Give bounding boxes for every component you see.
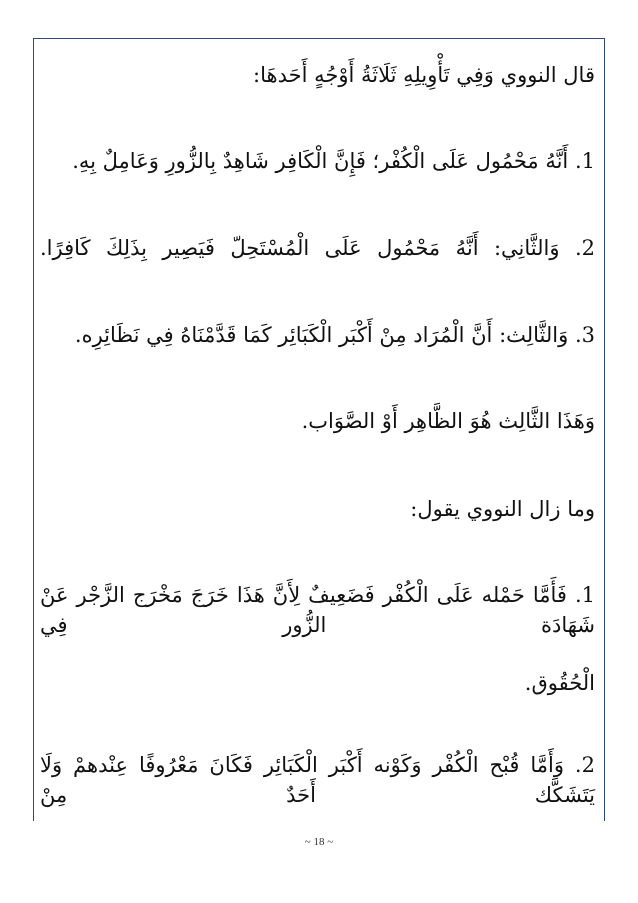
page-number: ~ 18 ~ (304, 836, 334, 848)
argument-2: 2. وَأَمَّا قُبْح الْكُفْر وَكَوْنه أَكْبَر الْكَبَائِر فَكَانَ مَعْرُوفًا عِنْدهمْ وَلَا يَتَشَكَّك أَحَدٌ مِنْ (40, 753, 595, 807)
argument-1: 1. فَأَمَّا حَمْله عَلَى الْكُفْر فَضَعِيفٌ لِأَنَّ هَذَا خَرَجَ مَخْرَج الزَّجْر عَنْ شَهَادَة الزُّور فِي (40, 583, 595, 637)
argument-1-continuation: الْحُقُوق. (524, 671, 595, 695)
point-2: 2. وَالثَّانِي: أَنَّهُ مَحْمُول عَلَى الْمُسْتَحِلّ فَيَصِير بِذَلِكَ كَافِرًا. (40, 236, 595, 260)
point-3: 3. وَالثَّالِث: أَنَّ الْمُرَاد مِنْ أَكْبَر الْكَبَائِر كَمَا قَدَّمْنَاهُ فِي نَظَائِرِه. (74, 323, 595, 347)
conclusion-line: وَهَذَا الثَّالِث هُوَ الظَّاهِر أَوْ الصَّوَاب. (301, 409, 595, 433)
section-heading: وما زال النووي يقول: (410, 497, 595, 521)
point-1: 1. أَنَّهُ مَحْمُول عَلَى الْكُفْر؛ فَإِنَّ الْكَافِر شَاهِدٌ بِالزُّورِ وَعَامِلٌ بِهِ. (72, 149, 595, 173)
intro-line: قال النووي وَفِي تَأْوِيلِهِ ثَلَاثَةُ أَوْجُهٍ أَحَدهَا: (253, 63, 595, 87)
